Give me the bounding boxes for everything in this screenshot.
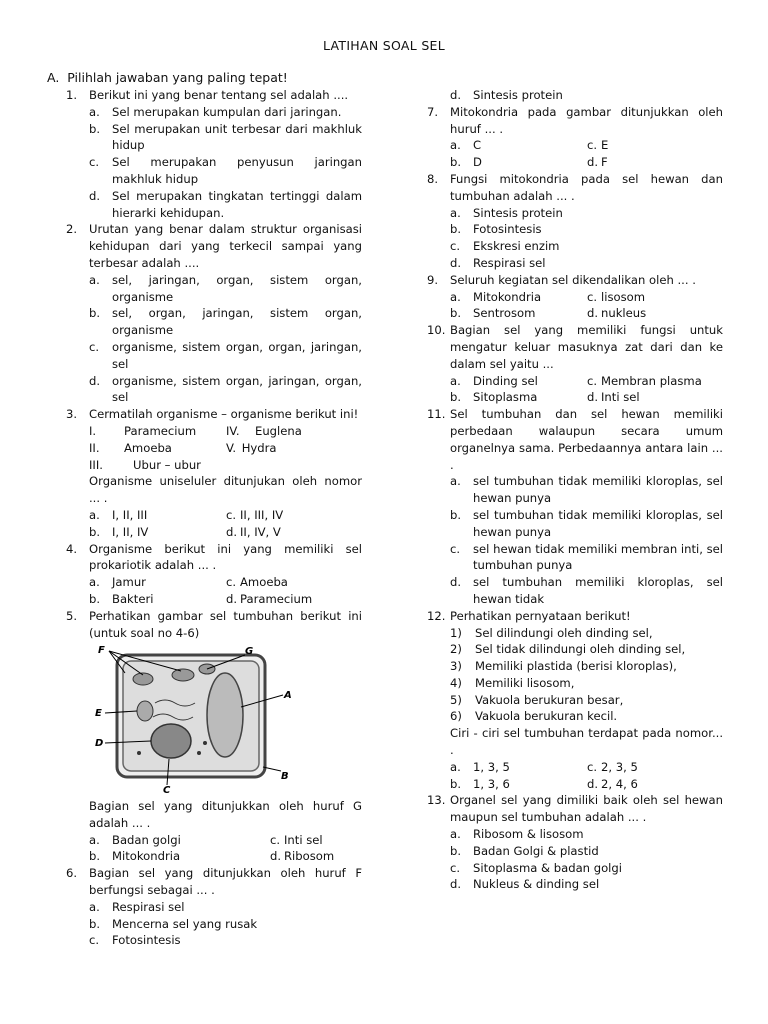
- question-10: [427, 322, 723, 406]
- question-text: Bagian sel yang memiliki fungsi untuk mengatur keluar masuknya zat dari dan ke dalam sel yaitu ...: [450, 323, 723, 371]
- question-5: [66, 608, 362, 866]
- golgi: [137, 701, 153, 721]
- question-number: 1.: [66, 88, 78, 102]
- question-number: 6.: [66, 866, 78, 881]
- question-number: 12.: [427, 608, 446, 623]
- option-d: d. Respirasi sel: [450, 255, 546, 270]
- option-c: c. Ekskresi enzim: [450, 239, 560, 254]
- option-d: d. Sel merupakan tingkatan tertinggi dalam hierarki kehidupan.: [89, 188, 362, 220]
- question-number: 5.: [66, 608, 78, 623]
- diagram-label: B: [281, 771, 289, 783]
- ribosom-dot: [137, 751, 141, 755]
- right-column: [427, 87, 723, 893]
- question-7: [427, 104, 723, 171]
- options-row: b. Mitokondria d. Ribosom: [89, 849, 335, 864]
- option-c: c. Fotosintesis: [89, 933, 181, 948]
- option-b: b. Sel merupakan unit terbesar dari makhluk hidup: [89, 121, 362, 153]
- question-text: Organisme berikut ini yang memiliki sel prokariotik adalah ... .: [89, 541, 362, 573]
- question-text: Cermatilah organisme – organisme berikut ini!: [89, 407, 359, 422]
- statement-item: 2) Sel tidak dilindungi oleh dinding sel,: [450, 642, 686, 657]
- option-b: b. Mencerna sel yang rusak: [89, 916, 258, 931]
- options-row: a. Jamur c. Amoeba: [89, 575, 288, 590]
- question-11: [427, 406, 723, 608]
- options-row: a. C c. E: [450, 138, 609, 153]
- question-number: 7.: [427, 104, 439, 119]
- nucleus: [151, 724, 191, 758]
- page-title: LATIHAN SOAL SEL: [322, 38, 446, 53]
- question-text-2: Bagian sel yang ditunjukkan oleh huruf G adalah ... .: [89, 799, 362, 830]
- diagram-label: D: [95, 738, 104, 750]
- option-c: c. Sitoplasma & badan golgi: [450, 860, 622, 875]
- question-text: Sel tumbuhan dan sel hewan memiliki perbedaan walaupun secara umum organelnya sama. Perbedaannya antara lain ... .: [450, 407, 723, 472]
- organism-row: I. Paramecium IV. Euglena: [89, 423, 302, 438]
- options-row: a. 1, 3, 5 c. 2, 3, 5: [450, 759, 638, 774]
- organism-row: II. Amoeba V. Hydra: [89, 440, 277, 455]
- statement-item: 6) Vakuola berukuran kecil.: [450, 709, 618, 724]
- option-a: a. Sintesis protein: [450, 205, 563, 220]
- question-number: 8.: [427, 171, 439, 186]
- options-row: b. D d. F: [450, 155, 608, 170]
- question-8: [427, 171, 723, 272]
- option-c: c. sel hewan tidak memiliki membran inti, sel tumbuhan punya: [450, 541, 723, 573]
- option-c: c. Sel merupakan penyusun jaringan makhluk hidup: [89, 155, 362, 186]
- question-6: [66, 865, 362, 949]
- options-row: b. Bakteri d. Paramecium: [89, 591, 313, 606]
- option-d: d. sel tumbuhan memiliki kloroplas, sel hewan tidak: [450, 575, 723, 606]
- organism-row: III. Ubur – ubur: [89, 457, 201, 472]
- option-b: b. sel tumbuhan tidak memiliki kloroplas, sel hewan punya: [450, 507, 723, 539]
- options-row: b. 1, 3, 6 d. 2, 4, 6: [450, 776, 638, 791]
- options-row: a. Badan golgi c. Inti sel: [89, 832, 323, 847]
- plant-cell-illustration: [95, 643, 295, 793]
- option-a: a. sel tumbuhan tidak memiliki kloroplas, sel hewan punya: [450, 474, 723, 506]
- chloroplast: [172, 669, 194, 681]
- option-a: a. Respirasi sel: [89, 899, 185, 914]
- options-row: a. Mitokondria c. lisosom: [450, 289, 646, 304]
- question-number: 11.: [427, 407, 446, 422]
- option-d: d. organisme, sistem organ, jaringan, organ, sel: [89, 373, 362, 405]
- section-a-heading: [47, 70, 288, 87]
- question-6-continued: [427, 87, 723, 104]
- option-a: a. Ribosom & lisosom: [450, 827, 584, 842]
- diagram-label: F: [98, 645, 105, 657]
- options-row: b. Sentrosom d. nukleus: [450, 306, 647, 321]
- section-instruction: Pilihlah jawaban yang paling tepat!: [67, 70, 288, 85]
- option-b: b. Badan Golgi & plastid: [450, 843, 599, 858]
- question-text: Perhatikan gambar sel tumbuhan berikut ini (untuk soal no 4-6): [89, 608, 362, 640]
- ribosom-dot: [203, 741, 207, 745]
- question-text: Perhatikan pernyataan berikut!: [450, 608, 631, 623]
- question-text: Seluruh kegiatan sel dikendalikan oleh ... .: [450, 272, 696, 287]
- question-number: 10.: [427, 323, 446, 338]
- question-13: [427, 792, 723, 893]
- diagram-label: G: [245, 646, 254, 658]
- question-3: [66, 406, 362, 540]
- question-text-2: Organisme uniseluler ditunjukan oleh nomor ... .: [89, 474, 362, 506]
- option-b: b. sel, organ, jaringan, sistem organ, organisme: [89, 306, 362, 338]
- diagram-label: C: [163, 785, 171, 794]
- statement-item: 5) Vakuola berukuran besar,: [450, 692, 624, 707]
- vacuole: [207, 673, 243, 757]
- options-row: a. I, II, III c. II, III, IV: [89, 507, 284, 522]
- option-b: b. Fotosintesis: [450, 222, 542, 237]
- question-text: Fungsi mitokondria pada sel hewan dan tumbuhan adalah ... .: [450, 171, 723, 203]
- statement-item: 4) Memiliki lisosom,: [450, 675, 575, 690]
- statement-item: 3) Memiliki plastida (berisi kloroplas),: [450, 659, 677, 674]
- options-row: a. Dinding sel c. Membran plasma: [450, 373, 702, 388]
- section-letter: A.: [47, 70, 60, 85]
- plant-cell-diagram: [95, 643, 362, 798]
- options-row: b. Sitoplasma d. Inti sel: [450, 390, 640, 405]
- statement-item: 1) Sel dilindungi oleh dinding sel,: [450, 625, 653, 640]
- option-d: d. Sintesis protein: [450, 88, 563, 102]
- question-text: Berikut ini yang benar tentang sel adalah ....: [89, 88, 349, 102]
- option-d: d. Nukleus & dinding sel: [450, 877, 600, 892]
- question-text: Urutan yang benar dalam struktur organisasi kehidupan dari yang terkecil sampai yang terbesar adalah ....: [89, 222, 362, 270]
- option-a: a. Sel merupakan kumpulan dari jaringan.: [89, 104, 342, 119]
- question-number: 9.: [427, 272, 439, 287]
- question-text-2: Ciri - ciri sel tumbuhan terdapat pada nomor... .: [450, 726, 723, 758]
- question-9: [427, 272, 723, 322]
- diagram-label: E: [95, 708, 102, 720]
- question-text: Bagian sel yang ditunjukkan oleh huruf F berfungsi sebagai ... .: [89, 866, 362, 898]
- question-4: [66, 541, 362, 608]
- diagram-label: A: [284, 690, 292, 702]
- question-number: 4.: [66, 541, 78, 556]
- options-row: b. I, II, IV d. II, IV, V: [89, 524, 281, 539]
- question-12: [427, 608, 723, 793]
- question-text: Mitokondria pada gambar ditunjukkan oleh huruf ... .: [450, 104, 723, 136]
- question-1: [66, 87, 362, 221]
- option-c: c. organisme, sistem organ, organ, jaringan, sel: [89, 339, 362, 371]
- ribosom-dot: [197, 751, 201, 755]
- question-number: 3.: [66, 407, 78, 422]
- question-text: Organel sel yang dimiliki baik oleh sel hewan maupun sel tumbuhan adalah ... .: [450, 793, 723, 825]
- question-2: [66, 221, 362, 406]
- left-column: [66, 87, 362, 949]
- option-a: a. sel, jaringan, organ, sistem organ, organisme: [89, 272, 362, 304]
- question-number: 2.: [66, 222, 78, 237]
- question-number: 13.: [427, 793, 446, 808]
